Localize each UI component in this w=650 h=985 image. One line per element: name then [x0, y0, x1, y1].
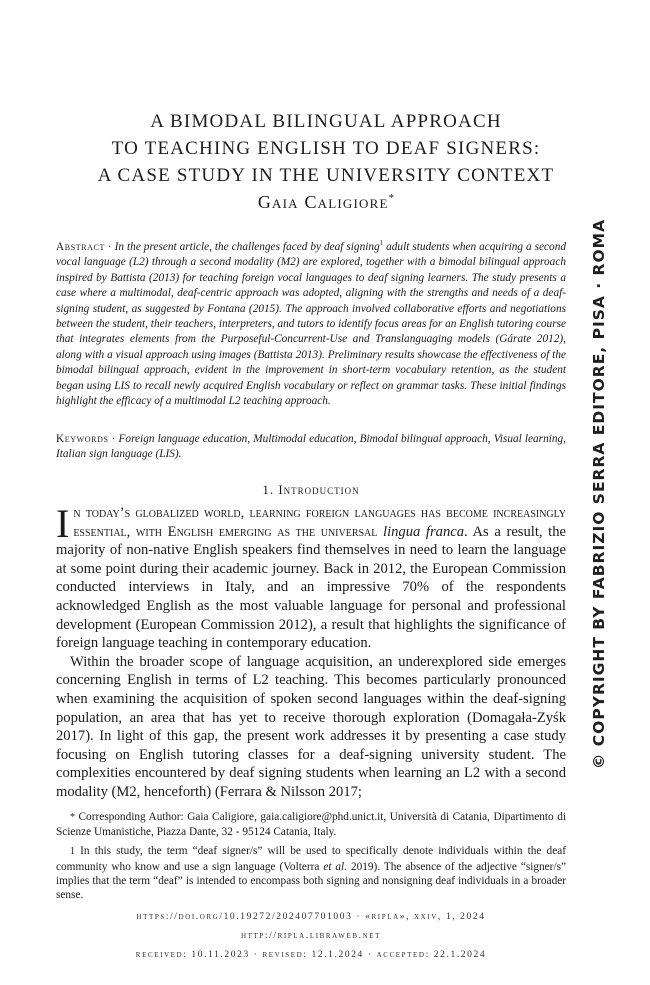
paragraph-1-text-b: . As a result, the majority of non-native English speakers find themselves in need to learn the language at some point during their academic journey. Back in 2012, the European Commission conducted interviews in Italy, and an impressive 70% of the respondents acknowledged English as the most valuable language for personal and professional development (European Commission 2012), a result that highlights the significance of foreign language teaching in contemporary education. — [56, 523, 566, 652]
author-line — [60, 192, 592, 213]
abstract-text-2: adult students when acquiring a second vocal language (L2) through a second modality (M2) are explored, together with a bimodal bilingual approach inspired by Battista (2013) for teaching foreign vocal languages to deaf signing learners. The study presents a case where a multimodal, deaf-centric approach was adopted, aligning with the strengths and needs of a deaf-signing student, as suggested by Fontana (2015). The approach involved collaborative efforts and negotiations between the student, their teachers, interpreters, and tutors to identify focus areas for an English tutoring course that integrates elements from the Purposeful-Concurrent-Use and Translanguaging models (Gárate 2012), along with a visual approach using images (Battista 2013). Preliminary results showcase the effectiveness of the bimodal bilingual approach, evident in the improvement in short-term vocabulary retention, as the student began using LIS to recall newly acquired English vocabulary or reflect on grammar tasks. These initial findings highlight the efficacy of a multimodal L2 teaching approach. — [56, 240, 567, 408]
footnote-1-text-b: 2019). The absence of the adjective “signer/s” implies that the term “deaf” is intended to encompass both signing and nonsigning deaf individuals in a broader sense. — [56, 860, 566, 902]
footer-doi: https://doi.org/10.19272/202407701003 · «ripla», xxiv, 1, 2024 — [136, 912, 486, 922]
paragraph-1 — [56, 501, 566, 653]
author-name: Gaia Caligiore — [257, 192, 389, 212]
keywords-text: Foreign language education, Multimodal education, Bimodal bilingual approach, Visual learning, Italian sign language (LIS). — [56, 433, 566, 461]
copyright-text: © COPYRIGHT BY FABRIZIO SERRA EDITORE, PISA · ROMA — [590, 218, 608, 770]
abstract-text-1: In the present article, the challenges faced by deaf signing — [114, 240, 380, 253]
keywords-separator: · — [108, 433, 119, 445]
footer-dates: received: 10.11.2023 · revised: 12.1.2024 · accepted: 22.1.2024 — [135, 950, 487, 960]
title-line-1: A BIMODAL BILINGUAL APPROACH — [150, 111, 502, 132]
abstract-separator: · — [104, 240, 115, 253]
footnote-1 — [56, 844, 566, 902]
footer-url: http://ripla.libraweb.net — [241, 931, 381, 941]
author-footnote-mark: * — [388, 192, 395, 204]
footnote-corresponding-text: Corresponding Author: Gaia Caligiore, gaia.caligiore@phd.unict.it, Università di Catania, Dipartimento di Scienze Umanistiche, Piazza Dante, 32 - 95124 Catania, Italy. — [56, 811, 566, 839]
footnote-corresponding — [56, 810, 566, 839]
paragraph-1-italic: lingua franca — [383, 523, 465, 540]
keywords-label: Keywords — [56, 433, 109, 445]
article-title — [60, 108, 592, 189]
title-line-3: A CASE STUDY IN THE UNIVERSITY CONTEXT — [97, 165, 555, 186]
abstract-footnote-ref: 1 — [379, 239, 384, 247]
drop-cap: I — [56, 501, 70, 546]
abstract-label: Abstract — [56, 240, 105, 253]
body-text — [56, 501, 566, 802]
paragraph-1-text-a: n today’s globalized world, learning foreign languages has become increasingly essential, with English emerging as the universal — [73, 505, 566, 540]
paragraph-2: Within the broader scope of language acquisition, an underexplored side emerges concerning English in terms of L2 teaching. This becomes particularly pronounced when examining the acquisition of spoken second languages within the deaf-signing population, an area that has yet to receive thorough exploration (Domagała-Zyśk 2017). In light of this gap, the present work addresses it by presenting a case study focusing on English tutoring classes for a deaf-signing university student. The complexities encountered by deaf signing students when learning an L2 with a second modality (M2, henceforth) (Ferrara & Nilsson 2017; — [56, 653, 566, 800]
footnote-star-mark: * — [70, 812, 75, 823]
footnote-1-italic: et al. — [323, 860, 348, 873]
footnote-1-text-a: In this study, the term “deaf signer/s” will be used to specifically denote individuals within the deaf community who know and use a sign language (Volterra — [56, 845, 566, 873]
footnotes — [56, 810, 566, 907]
abstract — [56, 236, 566, 410]
section-heading: 1. Introduction — [262, 482, 360, 497]
footnote-1-mark: 1 — [70, 846, 75, 858]
copyright-sidebar — [590, 218, 608, 770]
keywords — [56, 432, 566, 463]
title-line-2: TO TEACHING ENGLISH TO DEAF SIGNERS: — [111, 138, 541, 159]
